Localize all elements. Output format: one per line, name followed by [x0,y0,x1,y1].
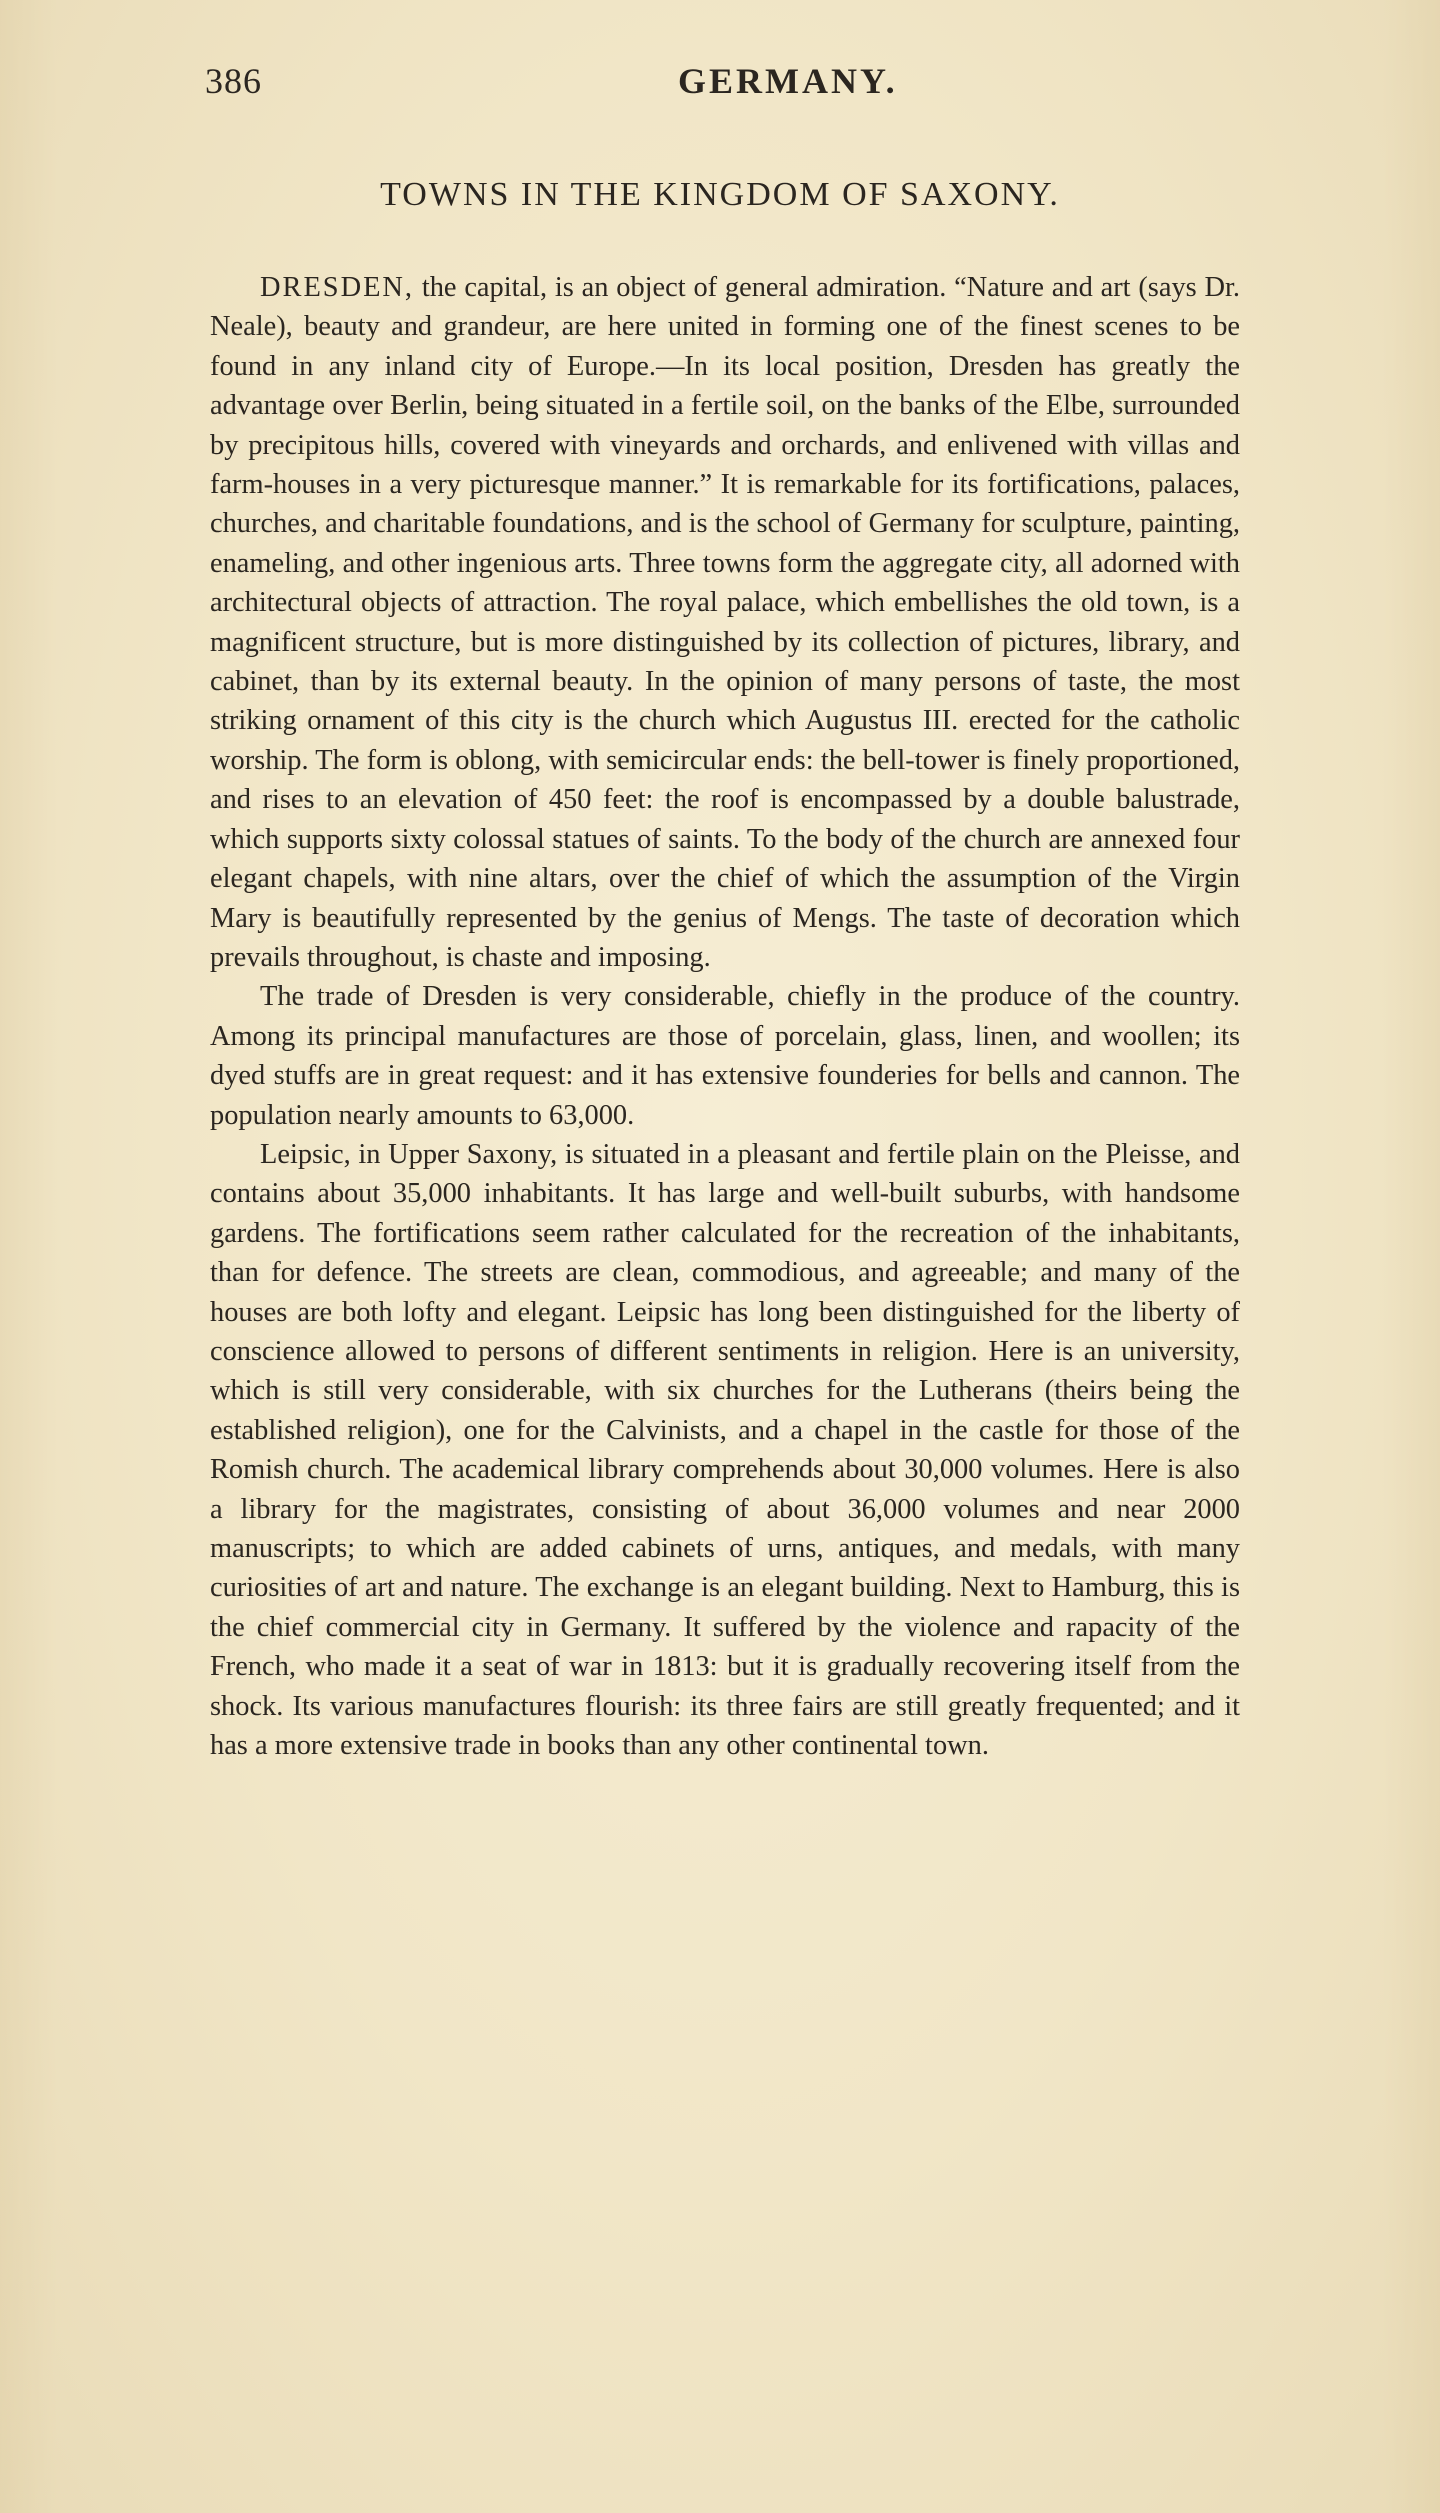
paragraph-dresden [210,268,1240,977]
paragraph-text: The trade of Dresden is very considerable, chiefly in the produce of the country. Among its principal manufactures are those of porcelain, glass, linen, and woollen; its dyed stuffs are in great request: and it has extensive founderies for bells and cannon. The population nearly amounts to 63,000. [210,981,1240,1131]
paragraph-lead-word: DRESDEN, [260,272,415,303]
page-header [205,60,1235,120]
paragraph-text: the capital, is an object of general admiration. “Nature and art (says Dr. Neale), beauty and grandeur, are here united in forming one of the finest scenes to be found in any inland city of Europe.—In its local position, Dresden has greatly the advantage over Berlin, being situated in a fertile soil, on the banks of the Elbe, surrounded by precipitous hills, covered with vineyards and orchards, and enlivened with villas and farm-houses in a very picturesque manner.” It is remarkable for its fortifications, palaces, churches, and charitable foundations, and is the school of Germany for sculpture, painting, enameling, and other ingenious arts. Three towns form the aggregate city, all adorned with architectural objects of attraction. The royal palace, which embellishes the old town, is a magnificent structure, but is more distinguished by its collection of pictures, library, and cabinet, than by its external beauty. In the opinion of many persons of taste, the most striking ornament of this city is the church which Augustus III. erected for the catholic worship. The form is oblong, with semicircular ends: the bell-tower is finely proportioned, and rises to an elevation of 450 feet: the roof is encompassed by a double balustrade, which supports sixty colossal statues of saints. To the body of the church are annexed four elegant chapels, with nine altars, over the chief of which the assumption of the Virgin Mary is beautifully represented by the genius of Mengs. The taste of decoration which prevails throughout, is chaste and imposing. [210,272,1240,973]
page-number: 386 [205,61,262,101]
running-head: GERMANY. [678,61,898,101]
paragraph-dresden-trade [210,977,1240,1135]
body-text [210,268,1240,1765]
chapter-title: TOWNS IN THE KINGDOM OF SAXONY. [380,176,1060,213]
paragraph-leipsic [210,1135,1240,1766]
paragraph-text: Leipsic, in Upper Saxony, is situated in a pleasant and fertile plain on the Pleisse, and contains about 35,000 inhabitants. It has large and well-built suburbs, with handsome gardens. The fortifications seem rather calculated for the recreation of the inhabitants, than for defence. The streets are clean, commodious, and agreeable; and many of the houses are both lofty and elegant. Leipsic has long been distinguished for the liberty of conscience allowed to persons of different sentiments in religion. Here is an university, which is still very considerable, with six churches for the Lutherans (theirs being the established religion), one for the Calvinists, and a chapel in the castle for those of the Romish church. The academical library comprehends about 30,000 volumes. Here is also a library for the magistrates, consisting of about 36,000 volumes and near 2000 manuscripts; to which are added cabinets of urns, antiques, and medals, with many curiosities of art and nature. The exchange is an elegant building. Next to Hamburg, this is the chief commercial city in Germany. It suffered by the violence and rapacity of the French, who made it a seat of war in 1813: but it is gradually recovering itself from the shock. Its various manufactures flourish: its three fairs are still greatly frequented; and it has a more extensive trade in books than any other continental town. [210,1138,1240,1762]
